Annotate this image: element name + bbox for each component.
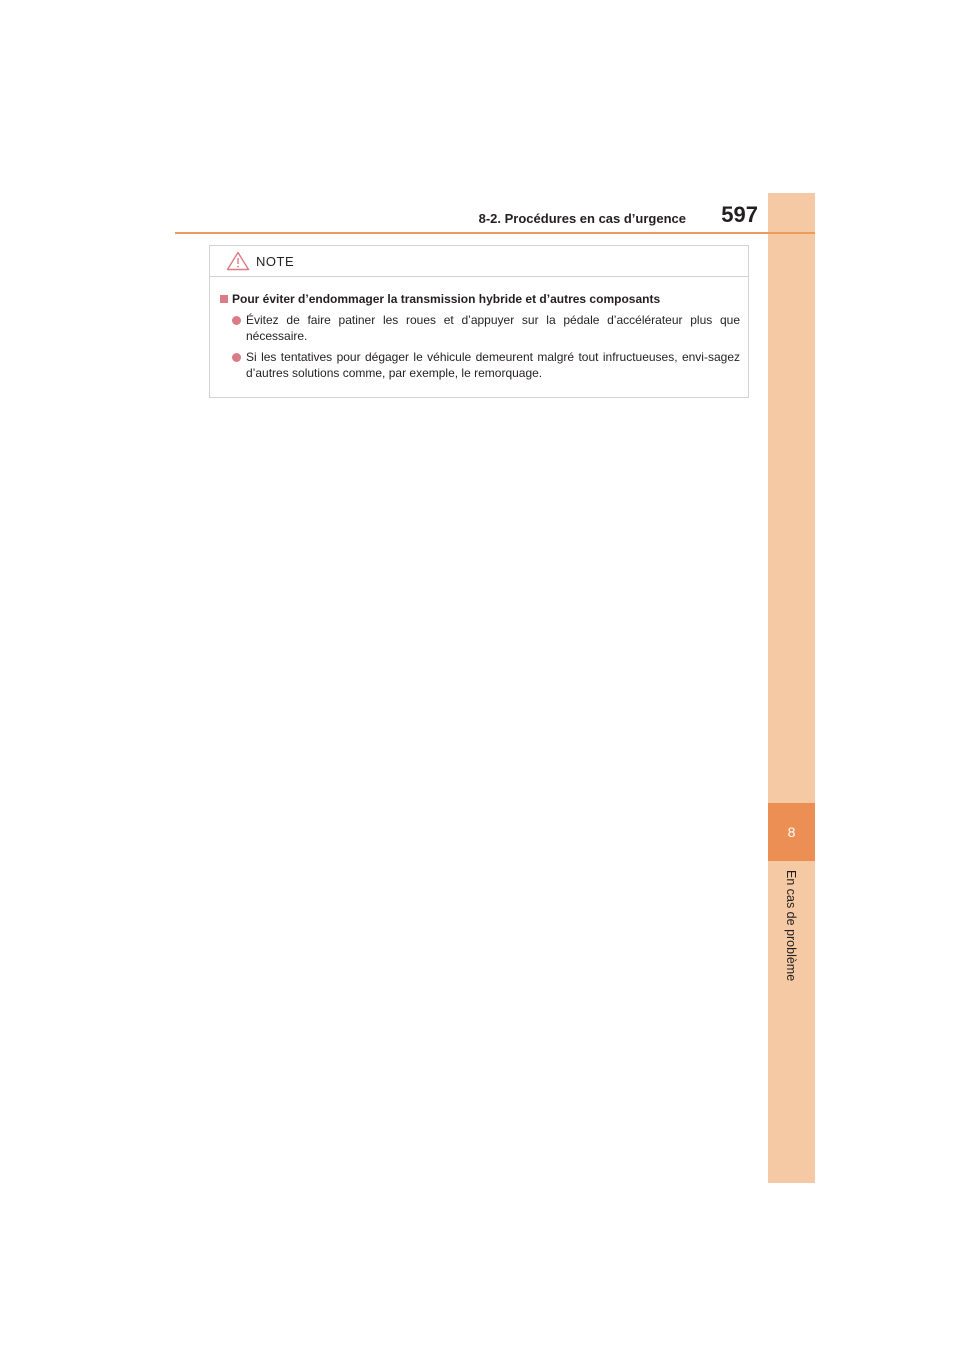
- note-box: [209, 245, 749, 398]
- circle-bullet-icon: [232, 353, 241, 362]
- circle-bullet-icon: [232, 316, 241, 325]
- page-number: 597: [721, 202, 758, 227]
- note-header: [210, 246, 748, 277]
- note-body: [210, 277, 748, 381]
- chapter-side-tab: [768, 193, 815, 1183]
- note-title: NOTE: [256, 253, 295, 269]
- chapter-number-badge: [768, 803, 815, 861]
- chapter-label: En cas de problème: [784, 870, 798, 982]
- note-bullet: [232, 349, 740, 381]
- note-bullet-text: Évitez de faire patiner les roues et d’appuyer sur la pédale d’accélérateur plus que nécessaire.: [246, 313, 740, 343]
- header-divider: [175, 232, 815, 234]
- note-bullet: [232, 312, 740, 344]
- chapter-number: 8: [787, 824, 796, 840]
- section-title: 8-2. Procédures en cas d’urgence: [478, 211, 686, 226]
- note-subhead: [220, 291, 740, 307]
- square-bullet-icon: [220, 295, 228, 303]
- note-bullet-text: Si les tentatives pour dégager le véhicule demeurent malgré tout infructueuses, envi-sagez d’autres solutions comme, par exemple, le remorquage.: [246, 350, 740, 380]
- note-subhead-text: Pour éviter d’endommager la transmission hybride et d’autres composants: [232, 292, 661, 306]
- warning-triangle-icon: [226, 251, 250, 271]
